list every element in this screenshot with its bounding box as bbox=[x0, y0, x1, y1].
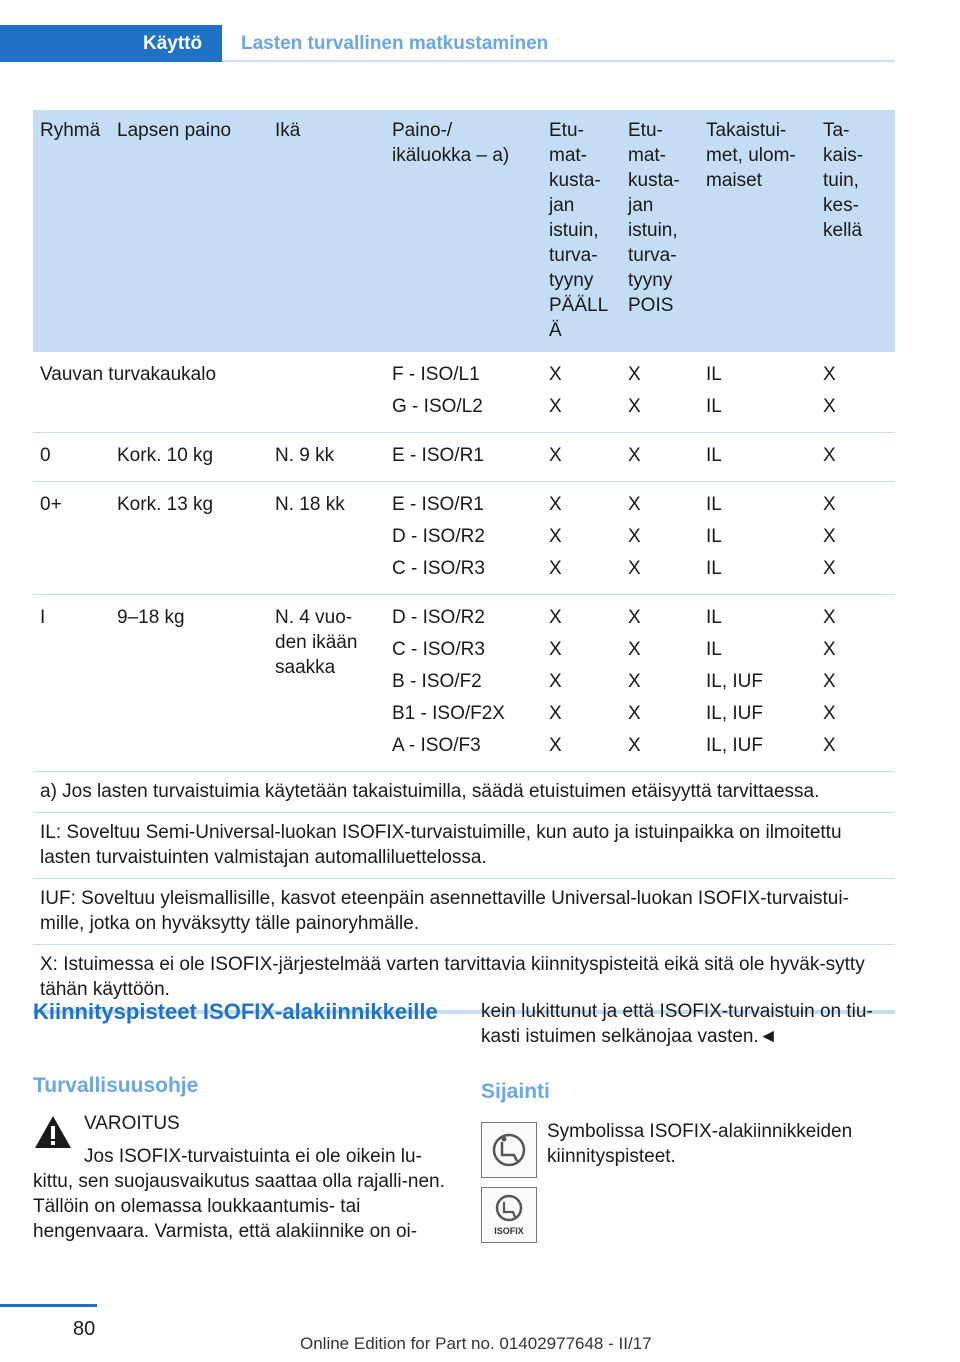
isofix-symbol-icon bbox=[481, 1122, 537, 1178]
warning-triangle-icon bbox=[33, 1114, 73, 1150]
group-cell: 0+ bbox=[33, 482, 110, 595]
cell-value: X bbox=[823, 445, 836, 466]
table-body bbox=[33, 352, 895, 1012]
section-title: Kiinnityspisteet ISOFIX-alakiinnikkeille bbox=[33, 999, 438, 1024]
cell-value: IL, IUF bbox=[706, 735, 764, 756]
column-header: Ryhmä bbox=[40, 120, 101, 141]
cell-value: X bbox=[549, 639, 562, 660]
column-header: Takaistui- met, ulom- maiset bbox=[706, 120, 796, 191]
warning-first-line: Jos ISOFIX-turvaistuinta ei ole oikein lu- bbox=[84, 1146, 422, 1167]
weight-cell: Kork. 10 kg bbox=[110, 433, 268, 482]
cell-value: X bbox=[549, 445, 562, 466]
cell-value: X bbox=[823, 703, 836, 724]
age-cell: N. 9 kk bbox=[268, 433, 385, 482]
page-header bbox=[0, 25, 895, 62]
cell-value: X bbox=[823, 607, 836, 628]
front-on-cell bbox=[542, 595, 621, 772]
cell-value: X bbox=[628, 396, 641, 417]
cell-value: C - ISO/R3 bbox=[392, 639, 485, 660]
footer-rule bbox=[0, 1304, 97, 1307]
page-number: 80 bbox=[73, 1318, 96, 1340]
cell-value: G - ISO/L2 bbox=[392, 396, 483, 417]
cell-value: X bbox=[549, 494, 562, 515]
chapter-title: Lasten turvallinen matkustaminen bbox=[241, 33, 549, 54]
table-note: IL: Soveltuu Semi-Universal-luokan ISOFIX-turvaistuimille, kun auto ja istuinpaikka on ilmoitettu lasten turvaistuinten valmistajan automalliluettelossa. bbox=[33, 813, 895, 879]
cell-value: X bbox=[628, 639, 641, 660]
cell-value: X bbox=[628, 735, 641, 756]
cell-value: X bbox=[823, 639, 836, 660]
weight-cell: 9–18 kg bbox=[110, 595, 268, 772]
rear-outer-cell bbox=[699, 352, 816, 433]
front-off-cell bbox=[621, 595, 699, 772]
front-off-cell bbox=[621, 352, 699, 433]
cell-value: X bbox=[549, 396, 562, 417]
cell-value: X bbox=[628, 703, 641, 724]
cell-value: X bbox=[549, 526, 562, 547]
rear-outer-cell bbox=[699, 595, 816, 772]
cell-value: B - ISO/F2 bbox=[392, 671, 482, 692]
cell-value: IL bbox=[706, 396, 722, 417]
cell-value: X bbox=[549, 558, 562, 579]
cell-value: X bbox=[628, 445, 641, 466]
cell-value: X bbox=[628, 364, 641, 385]
table-note: X: Istuimessa ei ole ISOFIX-järjestelmää varten tarvittavia kiinnityspisteitä eikä sitä ole hyväk-sytty tähän käyttöön. bbox=[33, 945, 895, 1013]
group-cell: I bbox=[33, 595, 110, 772]
note-row bbox=[33, 879, 895, 945]
age-cell: N. 4 vuo- den ikään saakka bbox=[268, 595, 385, 772]
cell-value: IL bbox=[706, 607, 722, 628]
header-rule bbox=[222, 60, 895, 62]
classes-cell bbox=[385, 482, 542, 595]
note-row bbox=[33, 772, 895, 813]
cell-value: IL bbox=[706, 494, 722, 515]
rear-middle-cell bbox=[816, 433, 895, 482]
classes-cell bbox=[385, 433, 542, 482]
table-row bbox=[33, 433, 895, 482]
cell-value: X bbox=[628, 558, 641, 579]
note-row bbox=[33, 813, 895, 879]
isofix-label: ISOFIX bbox=[494, 1226, 524, 1236]
column-header: Etu- mat- kusta- jan istuin, turva- tyyny PÄÄLL Ä bbox=[549, 120, 609, 341]
classes-cell bbox=[385, 595, 542, 772]
warning-text: kittu, sen suojausvaikutus saattaa olla rajalli-nen. Tällöin on olemassa loukkaantumis- tai hengenvaara. Varmista, että alakiinnike on oi- bbox=[33, 1171, 445, 1242]
front-off-cell bbox=[621, 433, 699, 482]
cell-value: E - ISO/R1 bbox=[392, 445, 484, 466]
cell-value: IL bbox=[706, 558, 722, 579]
cell-value: X bbox=[823, 671, 836, 692]
cell-value: IL bbox=[706, 445, 722, 466]
cell-value: X bbox=[628, 526, 641, 547]
cell-value: D - ISO/R2 bbox=[392, 526, 485, 547]
cell-value: B1 - ISO/F2X bbox=[392, 703, 505, 724]
isofix-table bbox=[33, 110, 895, 1014]
front-on-cell bbox=[542, 352, 621, 433]
cell-value: F - ISO/L1 bbox=[392, 364, 480, 385]
edition-note: Online Edition for Part no. 01402977648 - II/17 bbox=[300, 1334, 652, 1353]
table-row bbox=[33, 482, 895, 595]
table-note: a) Jos lasten turvaistuimia käytetään takaistuimilla, säädä etuistuimen etäisyyttä tarvittaessa. bbox=[33, 772, 895, 813]
column-header: Ta- kais- tuin, kes- kellä bbox=[823, 120, 864, 241]
cell-value: IL bbox=[706, 364, 722, 385]
cell-value: X bbox=[823, 558, 836, 579]
cell-value: X bbox=[549, 735, 562, 756]
safety-heading: Turvallisuusohje bbox=[33, 1074, 199, 1097]
cell-value: X bbox=[628, 671, 641, 692]
cell-value: A - ISO/F3 bbox=[392, 735, 481, 756]
table-note: IUF: Soveltuu yleismallisille, kasvot eteenpäin asennettaville Universal-luokan ISOFIX-turvaistui-mille, jotka on hyväksytty tälle painoryhmälle. bbox=[33, 879, 895, 945]
continued-text: kein lukittunut ja että ISOFIX-turvaistuin on tiu-kasti istuimen selkänojaa vasten.◄ bbox=[481, 1001, 873, 1047]
group-cell: Vauvan turvakaukalo bbox=[33, 352, 385, 433]
location-text: Symbolissa ISOFIX-alakiinnikkeiden kiinnityspisteet. bbox=[547, 1121, 853, 1167]
rear-outer-cell bbox=[699, 482, 816, 595]
section-tab: Käyttö bbox=[0, 25, 222, 62]
table-row bbox=[33, 595, 895, 772]
cell-value: X bbox=[549, 703, 562, 724]
age-cell: N. 18 kk bbox=[268, 482, 385, 595]
cell-value: X bbox=[628, 607, 641, 628]
table-header-row bbox=[33, 110, 895, 352]
column-header: Paino-/ ikäluokka – a) bbox=[392, 120, 510, 166]
table-row bbox=[33, 352, 895, 433]
cell-value: X bbox=[823, 735, 836, 756]
rear-middle-cell bbox=[816, 352, 895, 433]
cell-value: X bbox=[628, 494, 641, 515]
cell-value: E - ISO/R1 bbox=[392, 494, 484, 515]
column-header: Etu- mat- kusta- jan istuin, turva- tyyny POIS bbox=[628, 120, 680, 316]
front-on-cell bbox=[542, 482, 621, 595]
column-header: Ikä bbox=[275, 120, 301, 141]
cell-value: X bbox=[823, 526, 836, 547]
cell-value: C - ISO/R3 bbox=[392, 558, 485, 579]
cell-value: D - ISO/R2 bbox=[392, 607, 485, 628]
location-heading: Sijainti bbox=[481, 1080, 550, 1103]
classes-cell bbox=[385, 352, 542, 433]
front-on-cell bbox=[542, 433, 621, 482]
cell-value: IL, IUF bbox=[706, 671, 764, 692]
cell-value: X bbox=[549, 671, 562, 692]
group-cell: 0 bbox=[33, 433, 110, 482]
rear-middle-cell bbox=[816, 595, 895, 772]
rear-middle-cell bbox=[816, 482, 895, 595]
weight-cell: Kork. 13 kg bbox=[110, 482, 268, 595]
cell-value: X bbox=[549, 607, 562, 628]
cell-value: X bbox=[823, 364, 836, 385]
cell-value: IL bbox=[706, 526, 722, 547]
cell-value: IL bbox=[706, 639, 722, 660]
cell-value: IL, IUF bbox=[706, 703, 764, 724]
cell-value: X bbox=[823, 396, 836, 417]
cell-value: X bbox=[823, 494, 836, 515]
front-off-cell bbox=[621, 482, 699, 595]
isofix-labeled-symbol-icon bbox=[481, 1187, 537, 1243]
warning-label: VAROITUS bbox=[84, 1113, 180, 1134]
cell-value: X bbox=[549, 364, 562, 385]
column-header: Lapsen paino bbox=[117, 120, 232, 141]
rear-outer-cell bbox=[699, 433, 816, 482]
